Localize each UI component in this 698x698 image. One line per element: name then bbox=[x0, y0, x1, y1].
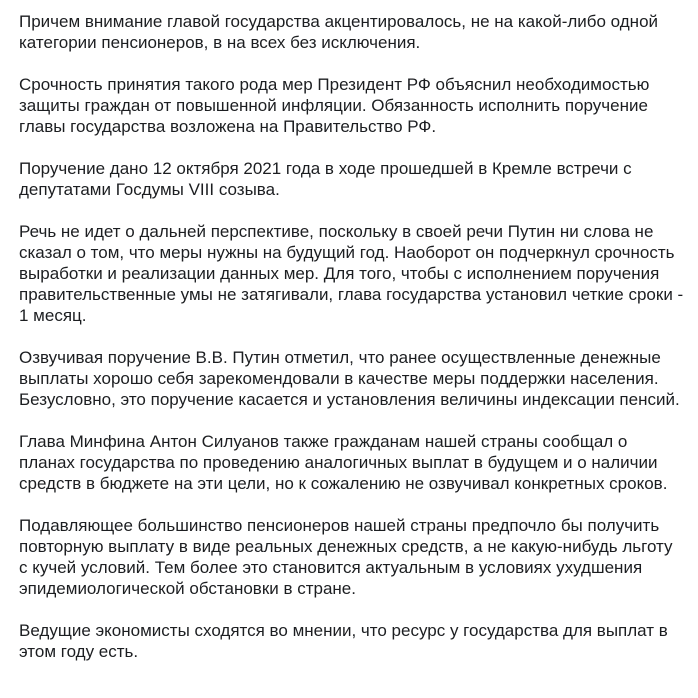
paragraph: Подавляющее большинство пенсионеров нашей страны предпочло бы получить повторную выплату в виде реальных денежных средств, а не какую-нибудь льготу с кучей условий. Тем более это становится актуальным в условиях ухудшения эпидемиологической обстановки в стране. bbox=[19, 516, 673, 598]
paragraph: Срочность принятия такого рода мер Президент РФ объяснил необходимостью защиты граждан от повышенной инфляции. Обязанность исполнить поручение главы государства возложена на Правительство РФ. bbox=[19, 75, 650, 136]
paragraph: Речь не идет о дальней перспективе, поскольку в своей речи Путин ни слова не сказал о том, что меры нужны на будущий год. Наоборот он подчеркнул срочность выработки и реализации данных мер. Для того, чтобы с исполнением поручения правительственные умы не затягивали, глава государства установил четкие сроки - 1 месяц. bbox=[19, 222, 684, 325]
paragraph: Причем внимание главой государства акцентировалось, не на какой-либо одной категории пенсионеров, в на всех без исключения. bbox=[19, 12, 659, 52]
article-body bbox=[19, 11, 685, 683]
paragraph: Ведущие экономисты сходятся во мнении, что ресурс у государства для выплат в этом году есть. bbox=[19, 621, 668, 661]
paragraph: Озвучивая поручение В.В. Путин отметил, что ранее осуществленные денежные выплаты хорошо себя зарекомендовали в качестве меры поддержки населения. Безусловно, это поручение касается и установления величины индексации пенсий. bbox=[19, 348, 680, 409]
paragraph: Глава Минфина Антон Силуанов также гражданам нашей страны сообщал о планах государства по проведению аналогичных выплат в будущем и о наличии средств в бюджете на эти цели, но к сожалению не озвучивал конкретных сроков. bbox=[19, 432, 668, 493]
paragraph: Поручение дано 12 октября 2021 года в ходе прошедшей в Кремле встречи с депутатами Госдумы VIII созыва. bbox=[19, 159, 632, 199]
